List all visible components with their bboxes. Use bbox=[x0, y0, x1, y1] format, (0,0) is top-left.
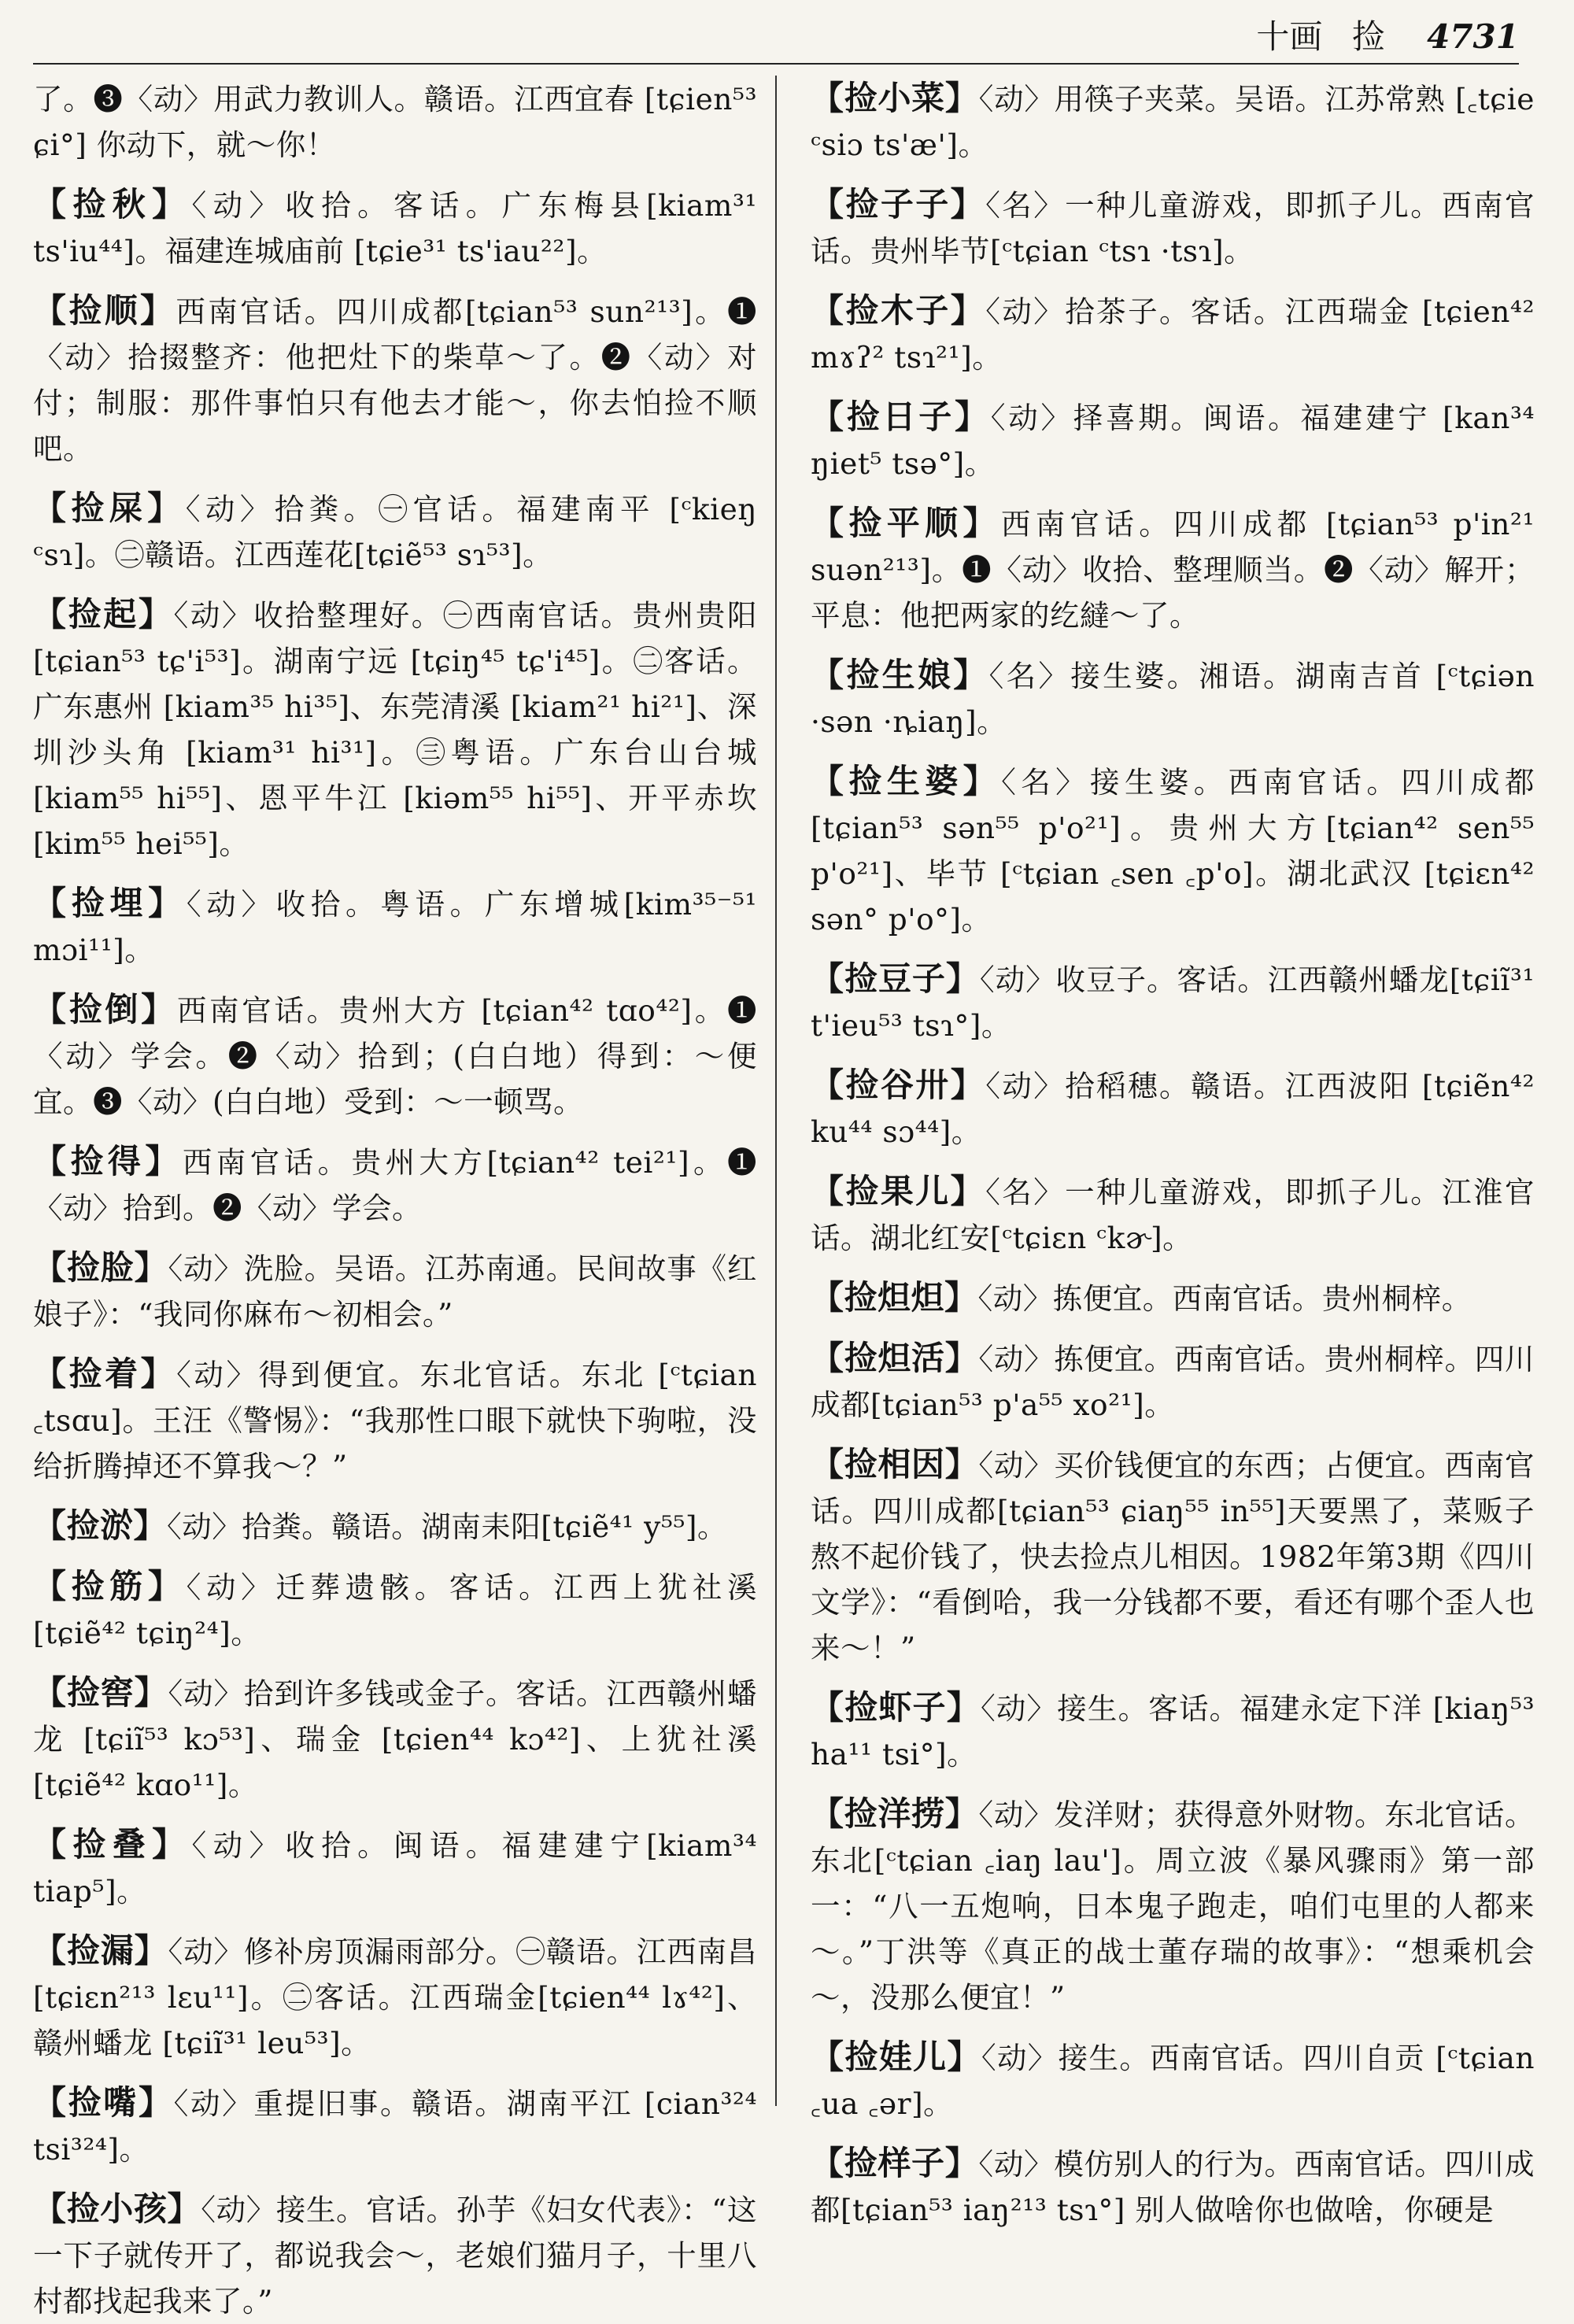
entry-definition: 〈动〉拾到许多钱或金子。客话。江西赣州蟠龙 [tɕiĩ⁵³ kɔ⁵³]、瑞金 [tɕien⁴⁴ kɔ⁴²]、上犹社溪 [tɕiẽ⁴² kɑo¹¹]。 bbox=[33, 1676, 757, 1802]
dictionary-entry bbox=[811, 76, 1535, 168]
entry-headword: 【捡豆子】 bbox=[811, 959, 980, 998]
dictionary-entry bbox=[811, 1791, 1535, 2020]
dictionary-entry bbox=[33, 1564, 757, 1656]
entry-definition: 西南官话。四川成都[tɕian⁵³ sun²¹³]。❶〈动〉拾掇整齐：他把灶下的柴草～了。❷〈动〉对付；制服：那件事怕只有他去才能～，你去怕捡不顺吧。 bbox=[33, 294, 757, 466]
entry-headword: 【捡洋捞】 bbox=[811, 1794, 979, 1833]
entry-headword: 【捡虾子】 bbox=[811, 1688, 981, 1727]
entry-definition: 了。❸〈动〉用武力教训人。赣语。江西宜春 [tɕien⁵³ ɕi°] 你动下，就～你！ bbox=[33, 82, 757, 162]
running-head bbox=[1256, 17, 1519, 57]
headword-character: 捡 bbox=[1351, 17, 1385, 56]
entry-definition: 〈动〉洗脸。吴语。江苏南通。民间故事《红娘子》：“我同你麻布～初相会。” bbox=[33, 1251, 757, 1332]
entry-definition: 〈动〉收豆子。客话。江西赣州蟠龙[tɕiĩ³¹ t'ieu⁵³ tsɿ°]。 bbox=[811, 962, 1535, 1043]
dictionary-entry bbox=[33, 1503, 757, 1550]
left-column bbox=[33, 76, 757, 2318]
entry-headword: 【捡相因】 bbox=[811, 1445, 979, 1483]
entry-definition: 〈动〉择喜期。闽语。福建建宁 [kan³⁴ ŋiet⁵ tsə°]。 bbox=[811, 401, 1535, 481]
entry-definition: 西南官话。贵州大方[tɕian⁴² tei²¹]。❶〈动〉拾到。❷〈动〉学会。 bbox=[33, 1145, 757, 1225]
entry-definition: 〈动〉收拾。闽语。福建建宁[kiam³⁴ tiap⁵]。 bbox=[33, 1828, 757, 1908]
entry-headword: 【捡得】 bbox=[33, 1142, 183, 1180]
entry-headword: 【捡样子】 bbox=[811, 2144, 979, 2182]
entry-definition: 〈动〉拾茶子。客话。江西瑞金 [tɕien⁴² mɤʔ² tsɿ²¹]。 bbox=[811, 294, 1535, 375]
dictionary-entry bbox=[33, 76, 757, 168]
dictionary-entry bbox=[33, 2186, 757, 2324]
page-header bbox=[0, 0, 1574, 68]
dictionary-entry bbox=[33, 2080, 757, 2172]
dictionary-entry bbox=[33, 1139, 757, 1231]
entry-headword: 【捡嘴】 bbox=[33, 2083, 174, 2122]
entry-headword: 【捡娃儿】 bbox=[811, 2038, 981, 2076]
entry-definition: 西南官话。四川成都 [tɕian⁵³ p'in²¹ suən²¹³]。❶〈动〉收拾、整理顺当。❷〈动〉解开；平息：他把两家的纥繨～了。 bbox=[811, 507, 1535, 633]
dictionary-entry bbox=[811, 759, 1535, 942]
entry-headword: 【捡生婆】 bbox=[811, 762, 1002, 800]
entry-definition: 〈动〉修补房顶漏雨部分。㊀赣语。江西南昌 [tɕiɛn²¹³ lɛu¹¹]。㊁客话。江西瑞金[tɕien⁴⁴ lɤ⁴²]、赣州蟠龙 [tɕiĩ³¹ leu⁵³]。 bbox=[33, 1934, 757, 2060]
entry-headword: 【捡倒】 bbox=[33, 990, 177, 1029]
dictionary-entry bbox=[811, 956, 1535, 1048]
dictionary-entry bbox=[811, 394, 1535, 486]
entry-headword: 【捡果儿】 bbox=[811, 1172, 986, 1210]
entry-headword: 【捡着】 bbox=[33, 1354, 177, 1393]
entry-definition: 西南官话。贵州大方 [tɕian⁴² tɑo⁴²]。❶〈动〉学会。❷〈动〉拾到；(白白地）得到：～便宜。❸〈动〉(白白地）受到：～一顿骂。 bbox=[33, 993, 757, 1119]
dictionary-entry bbox=[811, 1169, 1535, 1261]
dictionary-entry bbox=[33, 182, 757, 274]
dictionary-entry bbox=[811, 2141, 1535, 2233]
entry-headword: 【捡木子】 bbox=[811, 291, 986, 330]
entry-definition: 〈动〉接生。客话。福建永定下洋 [kiaŋ⁵³ ha¹¹ tsi°]。 bbox=[811, 1691, 1535, 1772]
section-label: 十画 bbox=[1256, 17, 1323, 56]
dictionary-entry bbox=[811, 1336, 1535, 1428]
dictionary-entry bbox=[33, 592, 757, 866]
dictionary-entry bbox=[811, 1275, 1535, 1321]
entry-headword: 【捡叠】 bbox=[33, 1825, 192, 1864]
dictionary-entry bbox=[33, 1245, 757, 1337]
entry-headword: 【捡生娘】 bbox=[811, 656, 989, 694]
dictionary-entry bbox=[33, 987, 757, 1125]
entry-definition: 〈动〉模仿别人的行为。西南官话。四川成都[tɕian⁵³ iaŋ²¹³ tsɿ°] 别人做啥你也做啥，你硬是 bbox=[811, 2147, 1535, 2227]
entry-definition: 〈动〉拾粪。赣语。湖南耒阳[tɕiẽ⁴¹ y⁵⁵]。 bbox=[167, 1509, 728, 1544]
dictionary-entry bbox=[33, 1928, 757, 2066]
entry-headword: 【捡筋】 bbox=[33, 1567, 187, 1605]
entry-headword: 【捡起】 bbox=[33, 595, 174, 634]
column-divider bbox=[775, 76, 777, 2106]
entry-definition: 〈动〉收拾。粤语。广东增城[kim³⁵⁻⁵¹ mɔi¹¹]。 bbox=[33, 887, 757, 967]
entry-headword: 【捡炟活】 bbox=[811, 1339, 979, 1377]
entry-headword: 【捡漏】 bbox=[33, 1931, 168, 1970]
entry-definition: 〈名〉接生婆。西南官话。四川成都[tɕian⁵³ sən⁵⁵ p'o²¹]。贵州大方[tɕian⁴² sen⁵⁵ p'o²¹]、毕节 [ᶜtɕian ꜀sen ꜀p'o]。湖北武汉 [tɕiɛn⁴² sən° p'o°]。 bbox=[811, 765, 1535, 937]
dictionary-entry bbox=[33, 288, 757, 471]
entry-headword: 【捡淤】 bbox=[33, 1506, 168, 1545]
entry-definition: 〈动〉发洋财；获得意外财物。东北官话。东北[ᶜtɕian ꜀iaŋ lau']。周立波《暴风骤雨》第一部一：“八一五炮响，日本鬼子跑走，咱们屯里的人都来～。”丁洪等《真正的战士董存瑞的故事》：“想乘机会～，没那么便宜！” bbox=[811, 1797, 1535, 2015]
entry-headword: 【捡埋】 bbox=[33, 884, 187, 922]
dictionary-entry bbox=[33, 1670, 757, 1808]
entry-headword: 【捡炟炟】 bbox=[811, 1278, 978, 1317]
dictionary-entry bbox=[811, 1442, 1535, 1671]
entry-definition: 〈动〉迁葬遗骸。客话。江西上犹社溪 [tɕiẽ⁴² tɕiŋ²⁴]。 bbox=[33, 1570, 757, 1650]
dictionary-entry bbox=[811, 1685, 1535, 1777]
entry-headword: 【捡窖】 bbox=[33, 1673, 168, 1712]
entry-headword: 【捡小菜】 bbox=[811, 79, 979, 117]
entry-headword: 【捡脸】 bbox=[33, 1248, 168, 1287]
entry-definition: 〈动〉重提旧事。赣语。湖南平江 [cian³²⁴ tsi³²⁴]。 bbox=[33, 2086, 757, 2167]
entry-headword: 【捡小孩】 bbox=[33, 2189, 201, 2228]
dictionary-entry bbox=[33, 1351, 757, 1489]
entry-definition: 〈名〉接生婆。湘语。湖南吉首 [ᶜtɕiən ·sən ·ȵiaŋ]。 bbox=[811, 659, 1535, 739]
entry-definition: 〈名〉一种儿童游戏，即抓子儿。江淮官话。湖北红安[ᶜtɕiɛn ᶜkɚ]。 bbox=[811, 1175, 1535, 1255]
entry-definition: 〈动〉拣便宜。西南官话。贵州桐梓。 bbox=[977, 1281, 1472, 1316]
dictionary-entry bbox=[811, 288, 1535, 380]
entry-headword: 【捡谷卅】 bbox=[811, 1066, 986, 1104]
dictionary-entry bbox=[811, 182, 1535, 274]
dictionary-entry bbox=[811, 1062, 1535, 1155]
dictionary-entry bbox=[33, 486, 757, 578]
entry-definition: 〈动〉拾粪。㊀官话。福建南平 [ᶜkieŋ ᶜsɿ]。㊁赣语。江西莲花[tɕiẽ⁵³ sɿ⁵³]。 bbox=[33, 492, 757, 572]
entry-definition: 〈动〉买价钱便宜的东西；占便宜。西南官话。四川成都[tɕian⁵³ ɕiaŋ⁵⁵ in⁵⁵]天要黑了，菜贩子熬不起价钱了，快去捡点儿相因。1982年第3期《四川文学》：“看倒哈，我一分钱都不要，看还有哪个歪人也来～！” bbox=[811, 1448, 1535, 1665]
entry-headword: 【捡平顺】 bbox=[811, 504, 1001, 542]
dictionary-entry bbox=[811, 652, 1535, 744]
entry-headword: 【捡日子】 bbox=[811, 397, 991, 436]
entry-definition: 〈动〉收拾整理好。㊀西南官话。贵州贵阳 [tɕian⁵³ tɕ'i⁵³]。湖南宁远 [tɕiŋ⁴⁵ tɕ'i⁴⁵]。㊁客话。广东惠州 [kiam³⁵ hi³⁵]、东莞清溪 [kiam²¹ hi²¹]、深圳沙头角 [kiam³¹ hi³¹]。㊂粤语。广东台山台城 [kiam⁵⁵ hi⁵⁵]、恩平牛江 [kiəm⁵⁵ hi⁵⁵]、开平赤坎[kim⁵⁵ hei⁵⁵]。 bbox=[33, 598, 757, 861]
entry-definition: 〈动〉用筷子夹菜。吴语。江苏常熟 [꜀tɕie ᶜsiɔ ts'æ']。 bbox=[811, 82, 1535, 162]
page-number: 4731 bbox=[1427, 17, 1519, 56]
dictionary-entry bbox=[811, 2034, 1535, 2126]
entry-headword: 【捡屎】 bbox=[33, 489, 186, 527]
entry-headword: 【捡子子】 bbox=[811, 185, 986, 224]
dictionary-entry bbox=[33, 1822, 757, 1914]
entry-definition: 〈动〉得到便宜。东北官话。东北 [ᶜtɕian ꜀tsɑu]。王汪《警惕》：“我那性口眼下就快下驹啦，没给折腾掉还不算我～？” bbox=[33, 1358, 757, 1483]
dictionary-entry bbox=[811, 501, 1535, 638]
entry-definition: 〈动〉收拾。客话。广东梅县[kiam³¹ ts'iu⁴⁴]。福建连城庙前 [tɕie³¹ ts'iau²²]。 bbox=[33, 188, 757, 268]
entry-definition: 〈动〉拣便宜。西南官话。贵州桐梓。四川成都[tɕian⁵³ p'a⁵⁵ xo²¹]。 bbox=[811, 1342, 1535, 1422]
entry-headword: 【捡秋】 bbox=[33, 185, 192, 224]
right-column bbox=[811, 76, 1535, 2227]
entry-definition: 〈动〉接生。西南官话。四川自贡 [ᶜtɕian ꜀ua ꜀ər]。 bbox=[811, 2041, 1535, 2121]
header-rule bbox=[33, 63, 1519, 65]
entry-definition: 〈名〉一种儿童游戏，即抓子儿。西南官话。贵州毕节[ᶜtɕian ᶜtsɿ ·tsɿ]。 bbox=[811, 188, 1535, 268]
entry-definition: 〈动〉接生。官话。孙芋《妇女代表》：“这一下子就传开了，都说我会～，老娘们猫月子，十里八村都找起我来了。” bbox=[33, 2193, 757, 2318]
entry-headword: 【捡顺】 bbox=[33, 291, 176, 330]
entry-definition: 〈动〉拾稻穗。赣语。江西波阳 [tɕiẽn⁴² ku⁴⁴ sɔ⁴⁴]。 bbox=[811, 1069, 1535, 1149]
dictionary-entry bbox=[33, 881, 757, 973]
